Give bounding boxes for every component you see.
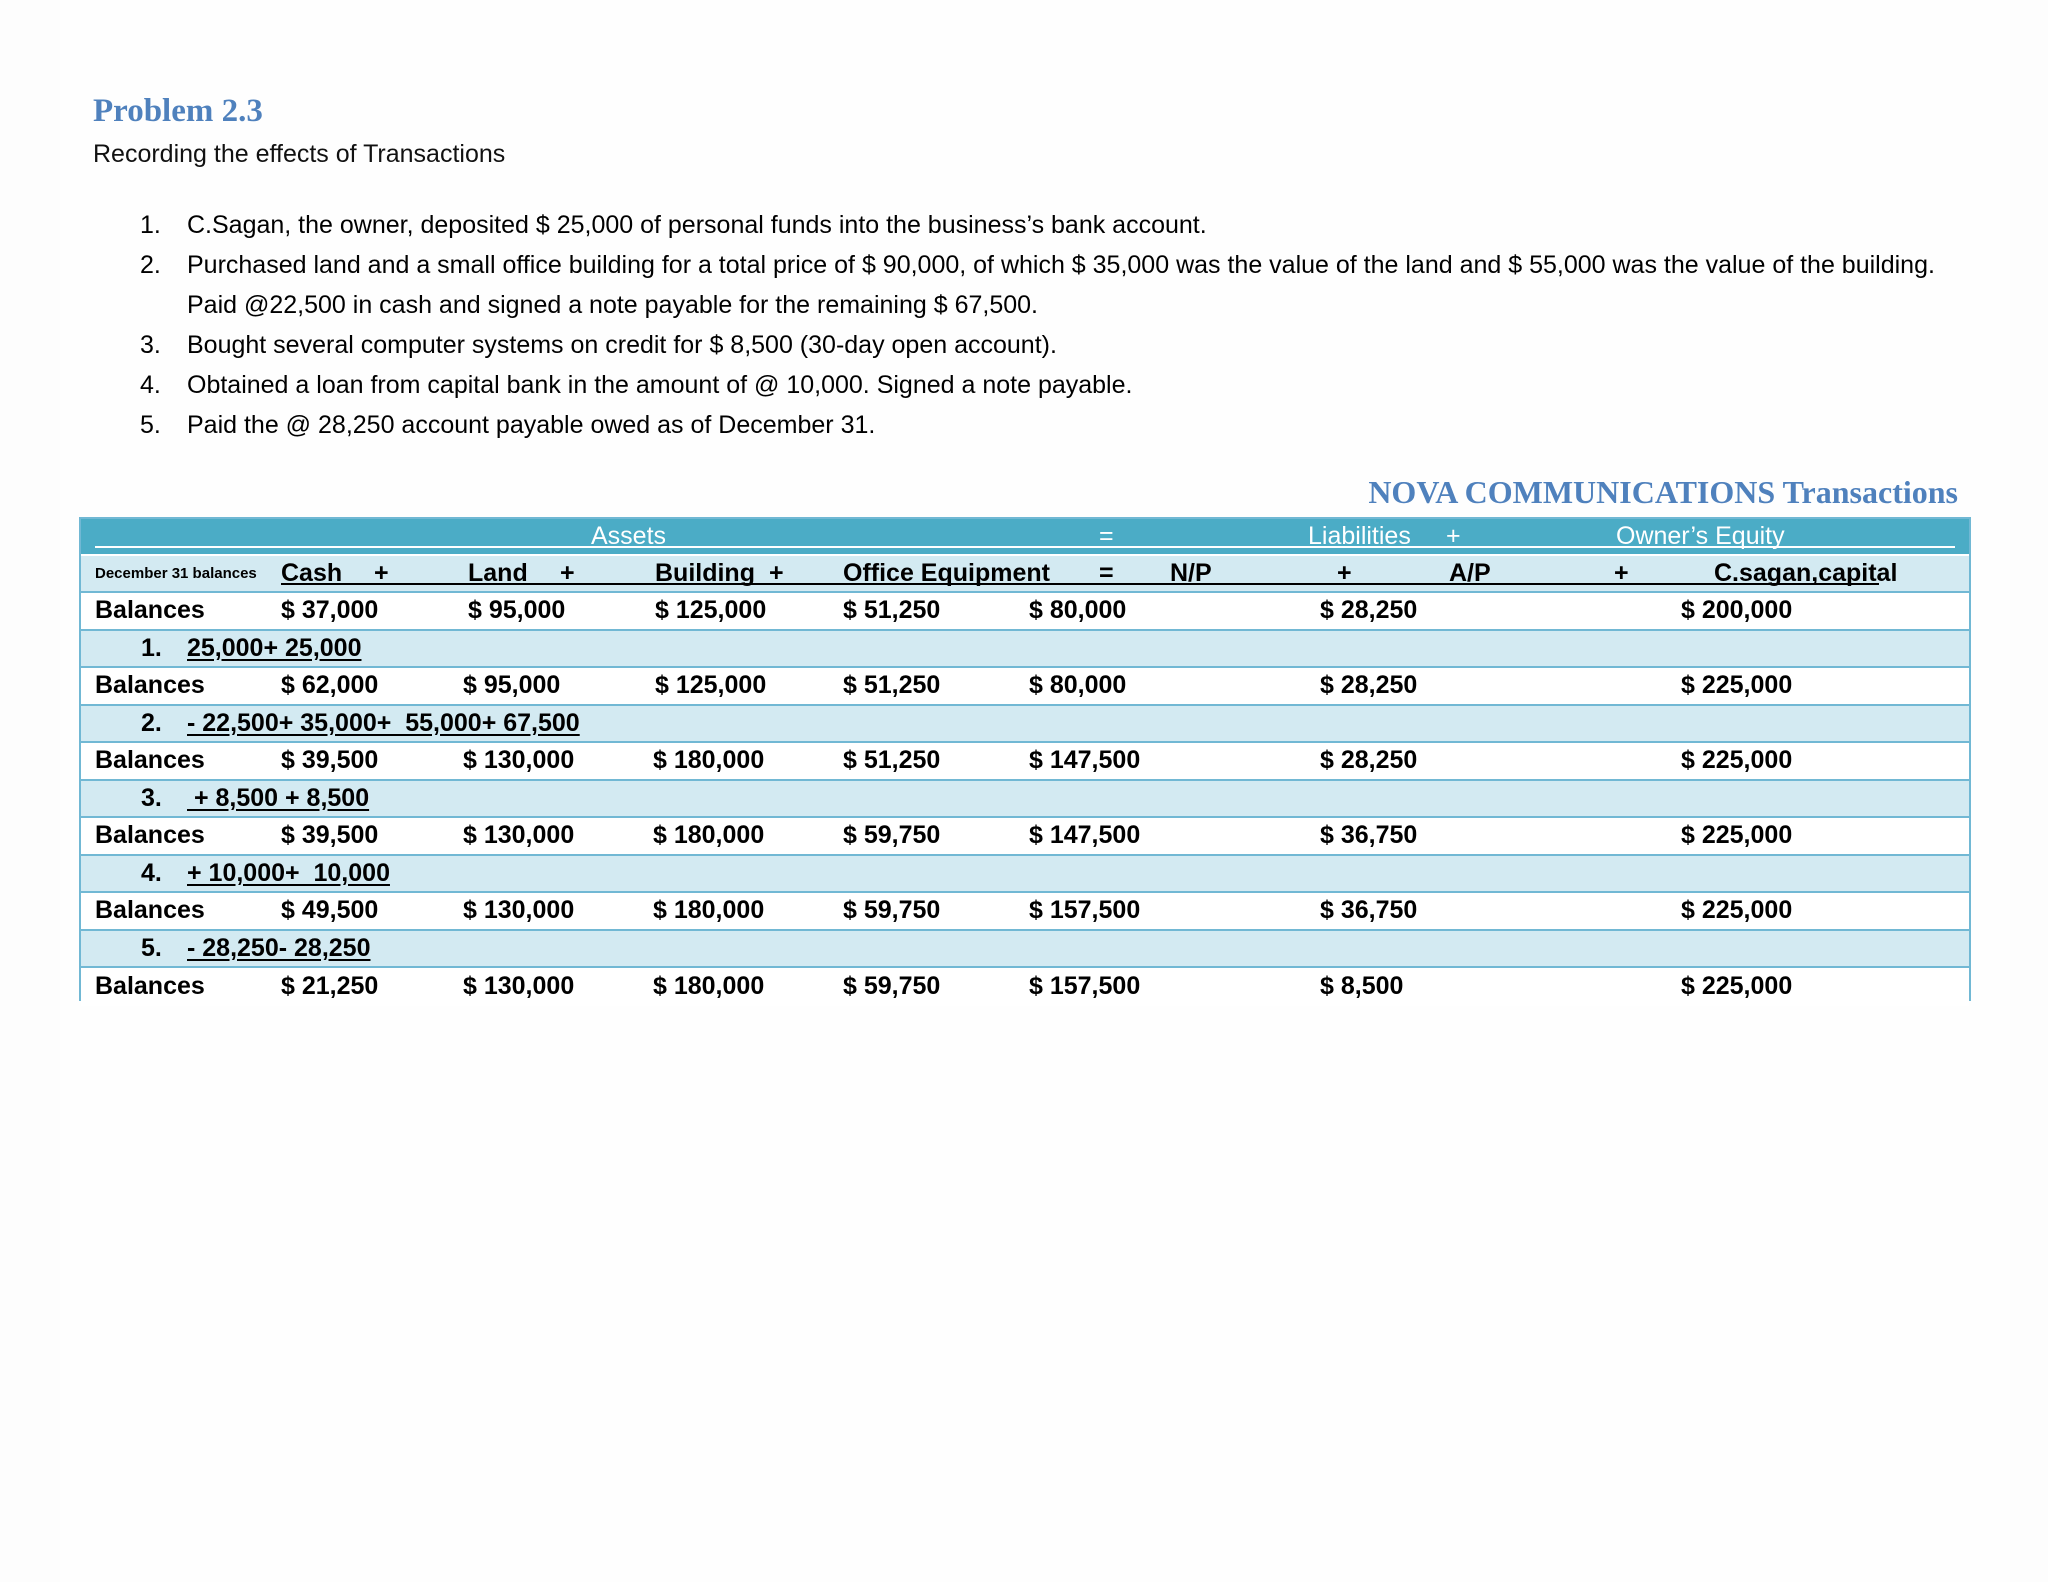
transaction-number: 5. — [141, 933, 162, 962]
land-header: Land — [468, 559, 528, 587]
transaction-row — [81, 931, 1969, 969]
row-label: Balances — [95, 746, 205, 775]
land-value: $ 130,000 — [463, 746, 575, 775]
problem-text: Obtained a loan from capital bank in the amount of @ 10,000. Signed a note payable. — [187, 371, 1133, 399]
np-value: $ 147,500 — [1029, 821, 1141, 850]
cash-value: $ 21,250 — [281, 972, 379, 1001]
plus-sign: + — [374, 559, 389, 587]
np-value: $ 157,500 — [1029, 972, 1141, 1001]
transactions-table — [79, 517, 1971, 1001]
equipment-value: $ 51,250 — [843, 746, 941, 775]
ap-header: A/P — [1449, 559, 1491, 587]
row-label: Balances — [95, 896, 205, 925]
land-value: $ 130,000 — [463, 821, 575, 850]
building-value: $ 180,000 — [653, 896, 765, 925]
page-subtitle: Recording the effects of Transactions — [93, 140, 506, 168]
np-value: $ 157,500 — [1029, 896, 1141, 925]
capital-value: $ 225,000 — [1681, 821, 1793, 850]
problem-number: 2. — [140, 251, 161, 279]
ap-value: $ 8,500 — [1320, 972, 1404, 1001]
transaction-number: 2. — [141, 708, 162, 737]
liabilities-header: Liabilities — [1308, 522, 1411, 550]
building-value: $ 125,000 — [655, 596, 767, 625]
row-label: Balances — [95, 671, 205, 700]
transaction-row — [81, 706, 1969, 744]
problem-text: Paid the @ 28,250 account payable owed as of December 31. — [187, 411, 876, 439]
problem-text: Bought several computer systems on credit for $ 8,500 (30-day open account). — [187, 331, 1057, 359]
np-value: $ 80,000 — [1029, 671, 1127, 700]
cash-value: $ 39,500 — [281, 821, 379, 850]
building-header: Building — [655, 559, 755, 587]
problem-number: 5. — [140, 411, 161, 439]
problem-item — [140, 245, 1940, 325]
ap-value: $ 28,250 — [1320, 746, 1418, 775]
balance-row — [81, 893, 1969, 931]
building-value: $ 180,000 — [653, 746, 765, 775]
capital-value: $ 225,000 — [1681, 896, 1793, 925]
transaction-entry: + 8,500 + 8,500 — [187, 783, 370, 812]
land-value: $ 130,000 — [463, 972, 575, 1001]
transaction-number: 3. — [141, 783, 162, 812]
transaction-row — [81, 856, 1969, 894]
transaction-entry: 25,000+ 25,000 — [187, 633, 362, 662]
np-header: N/P — [1170, 559, 1212, 587]
np-value: $ 80,000 — [1029, 596, 1127, 625]
capital-value: $ 200,000 — [1681, 596, 1793, 625]
ap-value: $ 28,250 — [1320, 596, 1418, 625]
page-title: Problem 2.3 — [93, 93, 263, 129]
equals-header: = — [1099, 522, 1114, 550]
balance-row — [81, 593, 1969, 631]
capital-header: C.sagan,capital — [1714, 559, 1898, 587]
cash-value: $ 37,000 — [281, 596, 379, 625]
problem-number: 4. — [140, 371, 161, 399]
transaction-entry: - 22,500+ 35,000+ 55,000+ 67,500 — [187, 708, 580, 737]
transaction-entry: + 10,000+ 10,000 — [187, 858, 390, 887]
office-equipment-header: Office Equipment — [843, 559, 1050, 587]
cash-value: $ 62,000 — [281, 671, 379, 700]
transaction-row — [81, 781, 1969, 819]
transaction-number: 1. — [141, 633, 162, 662]
plus-sign: + — [1614, 559, 1629, 587]
problem-list — [140, 205, 1940, 445]
np-value: $ 147,500 — [1029, 746, 1141, 775]
plus-header: + — [1446, 522, 1461, 550]
row-label: Balances — [95, 821, 205, 850]
problem-number: 3. — [140, 331, 161, 359]
transaction-row — [81, 631, 1969, 669]
transaction-entry: - 28,250- 28,250 — [187, 933, 371, 962]
date-label: December 31 balances — [95, 565, 257, 582]
ap-value: $ 36,750 — [1320, 821, 1418, 850]
balance-row — [81, 968, 1969, 1006]
row-label: Balances — [95, 972, 205, 1001]
capital-value: $ 225,000 — [1681, 746, 1793, 775]
equipment-value: $ 59,750 — [843, 896, 941, 925]
table-title: NOVA COMMUNICATIONS Transactions — [1368, 474, 1958, 510]
equipment-value: $ 51,250 — [843, 596, 941, 625]
plus-sign: + — [1337, 559, 1352, 587]
equity-header: Owner’s Equity — [1616, 522, 1785, 550]
equipment-value: $ 59,750 — [843, 972, 941, 1001]
cash-value: $ 39,500 — [281, 746, 379, 775]
land-value: $ 95,000 — [463, 671, 561, 700]
equals-sign: = — [1099, 559, 1114, 587]
plus-sign: + — [769, 559, 784, 587]
row-label: Balances — [95, 596, 205, 625]
balance-row — [81, 668, 1969, 706]
building-value: $ 125,000 — [655, 671, 767, 700]
plus-sign: + — [560, 559, 575, 587]
balance-row — [81, 818, 1969, 856]
transaction-number: 4. — [141, 858, 162, 887]
cash-header: Cash — [281, 559, 343, 587]
equipment-value: $ 51,250 — [843, 671, 941, 700]
assets-header: Assets — [591, 522, 667, 550]
building-value: $ 180,000 — [653, 972, 765, 1001]
ap-value: $ 36,750 — [1320, 896, 1418, 925]
problem-item — [140, 205, 1940, 245]
cash-value: $ 49,500 — [281, 896, 379, 925]
balance-row — [81, 743, 1969, 781]
group-header-row — [81, 519, 1969, 556]
capital-value: $ 225,000 — [1681, 671, 1793, 700]
column-header-row — [81, 556, 1969, 593]
capital-value: $ 225,000 — [1681, 972, 1793, 1001]
land-value: $ 95,000 — [468, 596, 566, 625]
equipment-value: $ 59,750 — [843, 821, 941, 850]
problem-text: Purchased land and a small office building for a total price of $ 90,000, of which $ 35,000 was the value of the land and $ 55,000 was the value of the building. Paid @22,500 in cash and signed a note payable for the remaining $ 67,500. — [187, 251, 1935, 319]
problem-item — [140, 405, 1940, 445]
problem-item — [140, 325, 1940, 365]
building-value: $ 180,000 — [653, 821, 765, 850]
problem-text: C.Sagan, the owner, deposited $ 25,000 of personal funds into the business’s bank account. — [187, 211, 1207, 239]
land-value: $ 130,000 — [463, 896, 575, 925]
problem-number: 1. — [140, 211, 161, 239]
ap-value: $ 28,250 — [1320, 671, 1418, 700]
problem-item — [140, 365, 1940, 405]
